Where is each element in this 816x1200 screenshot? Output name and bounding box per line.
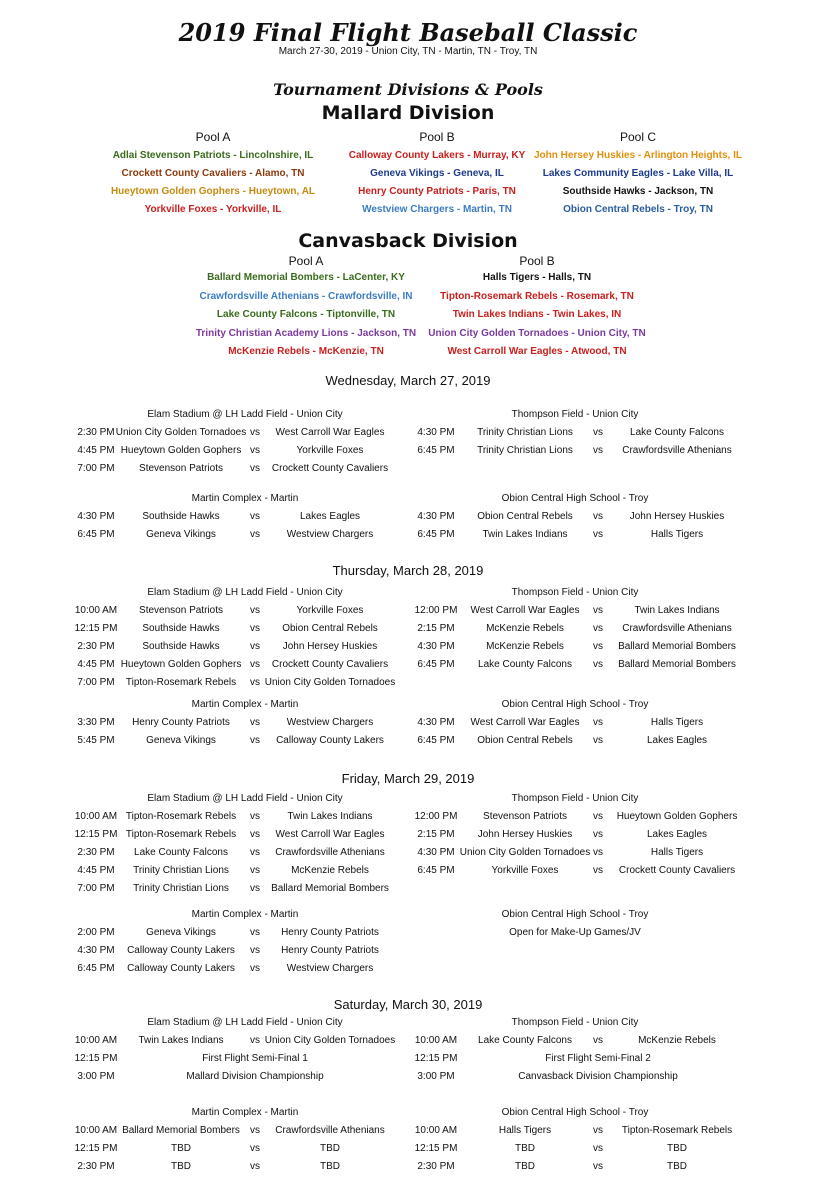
- right-game-away: Crockett County Cavaliers: [618, 865, 736, 876]
- left-game-vs: vs: [250, 847, 260, 858]
- right-game-time: 12:00 PM: [414, 605, 458, 616]
- left-game-home: Tipton-Rosemark Rebels: [125, 811, 237, 822]
- left-game-vs: vs: [250, 883, 260, 894]
- left-game-vs: vs: [250, 811, 260, 822]
- left-venue: Elam Stadium @ LH Ladd Field - Union City: [147, 1017, 343, 1028]
- right-game-away: Halls Tigers: [650, 529, 704, 540]
- left-game-time: 2:30 PM: [77, 641, 115, 652]
- canvasback-team: Twin Lakes Indians - Twin Lakes, IN: [452, 309, 622, 320]
- left-game-time: 2:30 PM: [77, 427, 115, 438]
- canvasback-team: Union City Golden Tornadoes - Union City, TN: [428, 327, 646, 339]
- left-game-away: Westview Chargers: [286, 963, 374, 974]
- left-game-home: Southside Hawks: [142, 641, 220, 652]
- right-game-home: John Hersey Huskies: [477, 829, 573, 840]
- right-game-time: 12:00 PM: [414, 811, 458, 822]
- left-game-home: Lake County Falcons: [134, 847, 228, 858]
- left-game-away: Calloway County Lakers: [276, 735, 384, 746]
- left-game-vs: vs: [250, 735, 260, 746]
- right-game-time: 2:15 PM: [417, 829, 455, 840]
- right-game-time: 6:45 PM: [417, 659, 455, 670]
- right-game-time: 6:45 PM: [417, 529, 455, 540]
- left-game-home: Stevenson Patriots: [139, 463, 223, 474]
- left-venue: Martin Complex - Martin: [191, 699, 299, 710]
- left-game-vs: vs: [250, 927, 260, 938]
- right-game-away: Crawfordsville Athenians: [622, 623, 732, 634]
- mallard-team: Calloway County Lakers - Murray, KY: [348, 150, 526, 161]
- mallard-pool-label: Pool A: [195, 130, 231, 144]
- mallard-pool-label: Pool B: [419, 130, 455, 144]
- left-game-time: 12:15 PM: [74, 829, 118, 840]
- right-game-time: 4:30 PM: [417, 717, 455, 728]
- canvasback-team: Lake County Falcons - Tiptonville, TN: [216, 309, 396, 320]
- right-venue: Thompson Field - Union City: [511, 587, 639, 598]
- left-game-time: 10:00 AM: [74, 811, 118, 822]
- right-game-vs: vs: [593, 865, 603, 876]
- left-game-away: Twin Lakes Indians: [287, 811, 373, 822]
- left-game-event: Mallard Division Championship: [186, 1071, 324, 1082]
- left-venue: Martin Complex - Martin: [191, 1107, 299, 1118]
- mallard-team: Crockett County Cavaliers - Alamo, TN: [121, 168, 305, 179]
- right-game-vs: vs: [593, 605, 603, 616]
- right-venue: Thompson Field - Union City: [511, 409, 639, 420]
- left-game-time: 6:45 PM: [77, 529, 115, 540]
- left-game-away: John Hersey Huskies: [282, 641, 378, 652]
- left-game-away: McKenzie Rebels: [291, 865, 369, 876]
- left-game-home: Calloway County Lakers: [127, 945, 235, 956]
- left-game-time: 6:45 PM: [77, 963, 115, 974]
- right-game-home: Trinity Christian Lions: [477, 427, 573, 438]
- divisions-heading: Tournament Divisions & Pools: [273, 80, 543, 99]
- right-game-away: Halls Tigers: [650, 847, 704, 858]
- right-game-vs: vs: [593, 717, 603, 728]
- right-game-home: Obion Central Rebels: [477, 511, 573, 522]
- right-game-away: Ballard Memorial Bombers: [618, 641, 736, 652]
- day-heading: Thursday, March 28, 2019: [332, 563, 484, 578]
- mallard-team: Adlai Stevenson Patriots - Lincolnshire, IL: [112, 150, 314, 161]
- right-venue: Obion Central High School - Troy: [501, 1107, 649, 1118]
- mallard-team: Westview Chargers - Martin, TN: [362, 204, 512, 215]
- left-game-home: Union City Golden Tornadoes: [115, 427, 247, 438]
- right-game-home: Union City Golden Tornadoes: [459, 847, 591, 858]
- right-game-vs: vs: [593, 641, 603, 652]
- left-game-away: Henry County Patriots: [281, 945, 379, 956]
- left-game-vs: vs: [250, 865, 260, 876]
- mallard-team: Obion Central Rebels - Troy, TN: [563, 204, 713, 215]
- mallard-team: Henry County Patriots - Paris, TN: [358, 186, 516, 197]
- canvasback-team: Trinity Christian Academy Lions - Jackson, TN: [195, 327, 417, 339]
- day-heading: Friday, March 29, 2019: [341, 771, 475, 786]
- left-game-home: Geneva Vikings: [146, 529, 216, 540]
- left-game-away: Union City Golden Tornadoes: [264, 677, 396, 688]
- left-game-time: 2:00 PM: [77, 927, 115, 938]
- right-game-time: 10:00 AM: [414, 1125, 458, 1136]
- right-game-home: Lake County Falcons: [478, 1035, 572, 1046]
- left-game-vs: vs: [250, 529, 260, 540]
- right-game-time: 12:15 PM: [414, 1053, 458, 1064]
- left-game-vs: vs: [250, 945, 260, 956]
- left-game-away: TBD: [320, 1161, 340, 1172]
- left-game-home: Southside Hawks: [142, 623, 220, 634]
- left-game-away: Crawfordsville Athenians: [275, 847, 385, 858]
- right-game-vs: vs: [593, 529, 603, 540]
- day-heading: Wednesday, March 27, 2019: [325, 373, 491, 388]
- right-game-home: Obion Central Rebels: [477, 735, 573, 746]
- canvasback-pool-label: Pool B: [519, 254, 555, 268]
- right-venue: Obion Central High School - Troy: [501, 699, 649, 710]
- left-game-vs: vs: [250, 829, 260, 840]
- right-game-away: TBD: [667, 1143, 687, 1154]
- right-game-away: Twin Lakes Indians: [634, 605, 720, 616]
- right-game-vs: vs: [593, 811, 603, 822]
- mallard-division-title: Mallard Division: [321, 102, 495, 124]
- left-game-time: 10:00 AM: [74, 605, 118, 616]
- right-game-vs: vs: [593, 735, 603, 746]
- right-game-home: Yorkville Foxes: [491, 865, 559, 876]
- right-game-vs: vs: [593, 511, 603, 522]
- left-game-home: Trinity Christian Lions: [133, 865, 229, 876]
- left-game-vs: vs: [250, 717, 260, 728]
- right-game-vs: vs: [593, 427, 603, 438]
- left-game-vs: vs: [250, 463, 260, 474]
- left-game-home: Geneva Vikings: [146, 735, 216, 746]
- left-game-away: West Carroll War Eagles: [275, 829, 385, 840]
- right-game-time: 12:15 PM: [414, 1143, 458, 1154]
- right-game-away: Tipton-Rosemark Rebels: [621, 1125, 733, 1136]
- left-game-vs: vs: [250, 623, 260, 634]
- left-game-home: Trinity Christian Lions: [133, 883, 229, 894]
- mallard-team: Geneva Vikings - Geneva, IL: [370, 168, 504, 179]
- right-game-home: Twin Lakes Indians: [482, 529, 568, 540]
- left-game-time: 5:45 PM: [77, 735, 115, 746]
- left-game-vs: vs: [250, 963, 260, 974]
- canvasback-team: West Carroll War Eagles - Atwood, TN: [447, 346, 627, 357]
- left-game-away: Obion Central Rebels: [282, 623, 378, 634]
- left-game-away: Crawfordsville Athenians: [275, 1125, 385, 1136]
- left-game-time: 4:45 PM: [77, 865, 115, 876]
- left-game-time: 10:00 AM: [74, 1035, 118, 1046]
- left-game-time: 4:30 PM: [77, 945, 115, 956]
- left-game-time: 12:15 PM: [74, 1053, 118, 1064]
- right-game-time: 3:00 PM: [417, 1071, 455, 1082]
- left-game-away: TBD: [320, 1143, 340, 1154]
- canvasback-team: Halls Tigers - Halls, TN: [482, 272, 592, 283]
- left-game-home: Stevenson Patriots: [139, 605, 223, 616]
- right-venue: Thompson Field - Union City: [511, 793, 639, 804]
- left-game-vs: vs: [250, 1143, 260, 1154]
- left-game-time: 4:45 PM: [77, 659, 115, 670]
- right-game-vs: vs: [593, 1143, 603, 1154]
- left-game-home: TBD: [171, 1143, 191, 1154]
- mallard-team: Hueytown Golden Gophers - Hueytown, AL: [110, 186, 316, 197]
- left-game-vs: vs: [250, 445, 260, 456]
- canvasback-team: McKenzie Rebels - McKenzie, TN: [228, 346, 384, 357]
- right-game-away: Lakes Eagles: [646, 829, 708, 840]
- right-game-vs: vs: [593, 847, 603, 858]
- right-game-time: 4:30 PM: [417, 427, 455, 438]
- right-game-home: West Carroll War Eagles: [470, 605, 580, 616]
- left-game-vs: vs: [250, 605, 260, 616]
- right-game-away: TBD: [667, 1161, 687, 1172]
- right-game-vs: vs: [593, 623, 603, 634]
- left-game-away: Ballard Memorial Bombers: [271, 883, 389, 894]
- right-game-time: 2:30 PM: [417, 1161, 455, 1172]
- right-game-home: Trinity Christian Lions: [477, 445, 573, 456]
- left-game-home: Hueytown Golden Gophers: [120, 659, 242, 670]
- left-game-away: Henry County Patriots: [281, 927, 379, 938]
- left-game-away: Westview Chargers: [286, 717, 374, 728]
- left-game-vs: vs: [250, 659, 260, 670]
- mallard-team: Yorkville Foxes - Yorkville, IL: [144, 204, 282, 215]
- right-game-away: McKenzie Rebels: [638, 1035, 716, 1046]
- left-game-home: Ballard Memorial Bombers: [122, 1125, 240, 1136]
- canvasback-team: Crawfordsville Athenians - Crawfordsville, IN: [199, 290, 413, 302]
- page-subtitle: March 27-30, 2019 - Union City, TN - Martin, TN - Troy, TN: [278, 46, 538, 57]
- left-game-home: Calloway County Lakers: [127, 963, 235, 974]
- left-game-time: 3:00 PM: [77, 1071, 115, 1082]
- left-game-time: 2:30 PM: [77, 847, 115, 858]
- right-game-away: Lakes Eagles: [646, 735, 708, 746]
- left-game-time: 2:30 PM: [77, 1161, 115, 1172]
- left-game-away: Westview Chargers: [286, 529, 374, 540]
- left-game-time: 3:30 PM: [77, 717, 115, 728]
- left-game-home: Henry County Patriots: [132, 717, 230, 728]
- left-game-event: First Flight Semi-Final 1: [202, 1053, 308, 1064]
- left-game-home: Tipton-Rosemark Rebels: [125, 829, 237, 840]
- right-game-home: McKenzie Rebels: [486, 623, 564, 634]
- left-venue: Martin Complex - Martin: [191, 909, 299, 920]
- right-game-vs: vs: [593, 659, 603, 670]
- right-game-away: John Hersey Huskies: [629, 511, 725, 522]
- left-game-time: 7:00 PM: [77, 463, 115, 474]
- right-game-away: Ballard Memorial Bombers: [618, 659, 736, 670]
- right-game-vs: vs: [593, 1161, 603, 1172]
- page-title: 2019 Final Flight Baseball Classic: [178, 18, 638, 47]
- left-game-home: Hueytown Golden Gophers: [120, 445, 242, 456]
- right-game-time: 10:00 AM: [414, 1035, 458, 1046]
- left-game-home: TBD: [171, 1161, 191, 1172]
- right-game-vs: vs: [593, 445, 603, 456]
- right-game-away: Lake County Falcons: [630, 427, 724, 438]
- left-game-away: Yorkville Foxes: [296, 445, 364, 456]
- right-venue: Obion Central High School - Troy: [501, 493, 649, 504]
- right-game-home: Lake County Falcons: [478, 659, 572, 670]
- left-game-time: 7:00 PM: [77, 883, 115, 894]
- left-venue: Elam Stadium @ LH Ladd Field - Union City: [147, 409, 343, 420]
- left-game-time: 4:30 PM: [77, 511, 115, 522]
- mallard-team: Southside Hawks - Jackson, TN: [562, 186, 714, 197]
- left-game-away: Yorkville Foxes: [296, 605, 364, 616]
- left-game-time: 12:15 PM: [74, 1143, 118, 1154]
- left-game-time: 10:00 AM: [74, 1125, 118, 1136]
- left-game-away: Crockett County Cavaliers: [271, 659, 389, 670]
- left-game-vs: vs: [250, 511, 260, 522]
- canvasback-pool-label: Pool A: [288, 254, 324, 268]
- right-game-home: TBD: [515, 1161, 535, 1172]
- right-game-time: 2:15 PM: [417, 623, 455, 634]
- left-game-vs: vs: [250, 1035, 260, 1046]
- left-game-home: Tipton-Rosemark Rebels: [125, 677, 237, 688]
- left-game-home: Twin Lakes Indians: [138, 1035, 224, 1046]
- left-game-vs: vs: [250, 677, 260, 688]
- right-game-home: Stevenson Patriots: [483, 811, 567, 822]
- left-venue: Elam Stadium @ LH Ladd Field - Union City: [147, 793, 343, 804]
- left-game-away: West Carroll War Eagles: [275, 427, 385, 438]
- right-game-away: Crawfordsville Athenians: [622, 445, 732, 456]
- right-game-event: Canvasback Division Championship: [518, 1071, 678, 1082]
- left-game-vs: vs: [250, 641, 260, 652]
- right-note: Open for Make-Up Games/JV: [509, 927, 641, 938]
- right-game-time: 4:30 PM: [417, 641, 455, 652]
- left-game-away: Lakes Eagles: [299, 511, 361, 522]
- mallard-team: Lakes Community Eagles - Lake Villa, IL: [542, 168, 734, 179]
- right-game-home: McKenzie Rebels: [486, 641, 564, 652]
- left-game-vs: vs: [250, 1161, 260, 1172]
- right-venue: Obion Central High School - Troy: [501, 909, 649, 920]
- day-heading: Saturday, March 30, 2019: [333, 997, 483, 1012]
- mallard-pool-label: Pool C: [619, 130, 657, 144]
- right-game-away: Halls Tigers: [650, 717, 704, 728]
- right-game-vs: vs: [593, 829, 603, 840]
- left-game-time: 12:15 PM: [74, 623, 118, 634]
- left-game-vs: vs: [250, 427, 260, 438]
- right-game-home: West Carroll War Eagles: [470, 717, 580, 728]
- canvasback-team: Ballard Memorial Bombers - LaCenter, KY: [207, 272, 405, 283]
- right-game-time: 6:45 PM: [417, 865, 455, 876]
- left-game-away: Union City Golden Tornadoes: [264, 1035, 396, 1046]
- right-venue: Thompson Field - Union City: [511, 1017, 639, 1028]
- left-game-time: 7:00 PM: [77, 677, 115, 688]
- right-game-event: First Flight Semi-Final 2: [545, 1053, 651, 1064]
- canvasback-team: Tipton-Rosemark Rebels - Rosemark, TN: [440, 290, 634, 302]
- left-game-away: Crockett County Cavaliers: [271, 463, 389, 474]
- right-game-time: 6:45 PM: [417, 735, 455, 746]
- left-game-home: Geneva Vikings: [146, 927, 216, 938]
- left-game-home: Southside Hawks: [142, 511, 220, 522]
- right-game-away: Hueytown Golden Gophers: [616, 811, 738, 822]
- right-game-time: 6:45 PM: [417, 445, 455, 456]
- mallard-team: John Hersey Huskies - Arlington Heights, IL: [534, 150, 742, 161]
- left-game-time: 4:45 PM: [77, 445, 115, 456]
- right-game-vs: vs: [593, 1125, 603, 1136]
- right-game-home: TBD: [515, 1143, 535, 1154]
- left-venue: Elam Stadium @ LH Ladd Field - Union City: [147, 587, 343, 598]
- right-game-time: 4:30 PM: [417, 511, 455, 522]
- right-game-time: 4:30 PM: [417, 847, 455, 858]
- left-venue: Martin Complex - Martin: [191, 493, 299, 504]
- right-game-vs: vs: [593, 1035, 603, 1046]
- canvasback-division-title: Canvasback Division: [298, 230, 518, 252]
- left-game-vs: vs: [250, 1125, 260, 1136]
- right-game-home: Halls Tigers: [498, 1125, 552, 1136]
